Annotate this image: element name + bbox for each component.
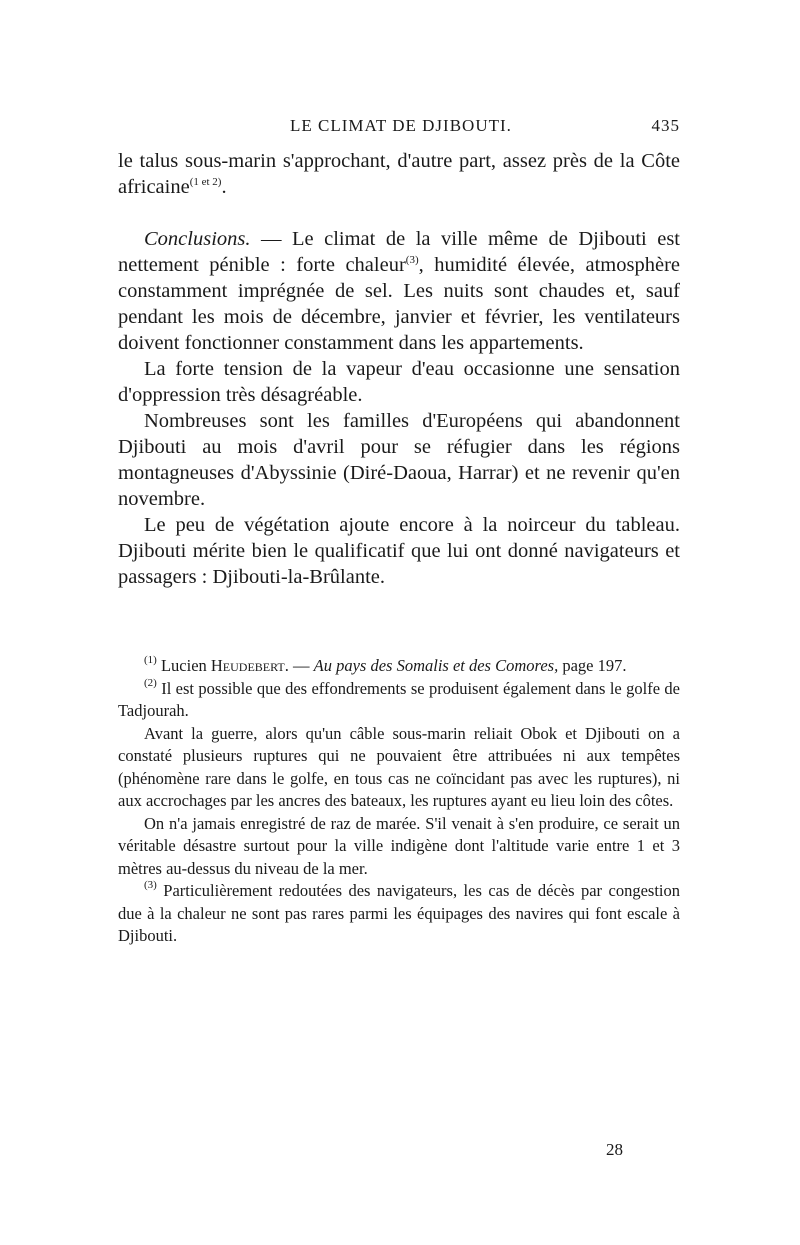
paragraph: Nombreuses sont les familles d'Européens qui abandonnent Djibouti au mois d'avril pour se réfugier dans les régions montagneuses d'Abyssinie (Diré-Daoua, Harrar) et ne revenir qu'en novembre. xyxy=(118,410,680,510)
paragraph-conclusions xyxy=(118,226,680,356)
paragraph-text: . xyxy=(221,176,227,198)
footnote-mark: (3) xyxy=(144,879,157,891)
footnote-2-continued: Avant la guerre, alors qu'un câble sous-marin reliait Obok et Djibouti on a constaté plusieurs ruptures qui ne pouvaient être attribuées ni aux tempêtes (phénomène rare dans le golfe, en tous cas ne coïncidant pas avec les ruptures), ni aux accrochages par les ancres des bateaux, les ruptures ayant eu lieu loin des côtes. xyxy=(118,723,680,810)
footnote-text: Particulièrement redoutées des navigateurs, les cas de décès par congestion due à la chaleur ne sont pas rares parmi les équipages des navires qui font escale à Djibouti. xyxy=(118,881,680,945)
footnote-text: . — xyxy=(284,656,314,675)
section-label: Conclusions. xyxy=(144,228,251,250)
footnote-text: page 197. xyxy=(558,656,627,675)
paragraph-text: le talus sous-marin s'approchant, d'autre part, assez près de la Côte africaine xyxy=(118,150,680,198)
page-number: 435 xyxy=(651,116,680,135)
paragraph-continuation xyxy=(118,148,680,200)
footnote-mark: (2) xyxy=(144,676,157,689)
paragraph-text: — Le climat de la ville même de Djibouti est nettement pénible : forte chaleur xyxy=(118,228,680,276)
footnote-ref: (3) xyxy=(405,254,419,266)
footnote-1 xyxy=(118,655,680,678)
footnote-2-continued: On n'a jamais enregistré de raz de marée. S'il venait à s'en produire, ce serait un véritable désastre surtout pour la ville indigène dont l'altitude varie entre 1 et 3 mètres au-dessus du niveau de la mer. xyxy=(118,813,680,878)
footnote-author: Heudebert xyxy=(210,656,285,675)
footnote-3 xyxy=(118,880,680,948)
footnote-text: Lucien xyxy=(156,656,211,675)
paragraph: Le peu de végétation ajoute encore à la noirceur du tableau. Djibouti mérite bien le qualificatif que lui ont donné navigateurs et passagers : Djibouti-la-Brûlante. xyxy=(118,514,680,588)
footnote-ref: (1 et 2) xyxy=(189,176,222,188)
footnote-book-title: Au pays des Somalis et des Comores, xyxy=(313,656,559,675)
footnote-mark: (1) xyxy=(144,654,157,666)
running-title: LE CLIMAT DE DJIBOUTI. xyxy=(290,116,512,135)
paragraph-text: , humidité élevée, atmosphère constamment imprégnée de sel. Les nuits sont chaudes et, sauf pendant les mois de décembre, janvier et février, les ventilateurs doivent fonctionner constamment dans les appartements. xyxy=(118,254,680,354)
paragraph: La forte tension de la vapeur d'eau occasionne une sensation d'oppression très désagréable. xyxy=(118,358,680,406)
footnotes xyxy=(118,655,680,948)
main-text xyxy=(118,148,680,590)
footnote-2 xyxy=(118,678,680,723)
signature-mark: 28 xyxy=(606,1140,623,1159)
footnote-text: Il est possible que des effondrements se produisent également dans le golfe de Tadjourah. xyxy=(118,678,680,720)
